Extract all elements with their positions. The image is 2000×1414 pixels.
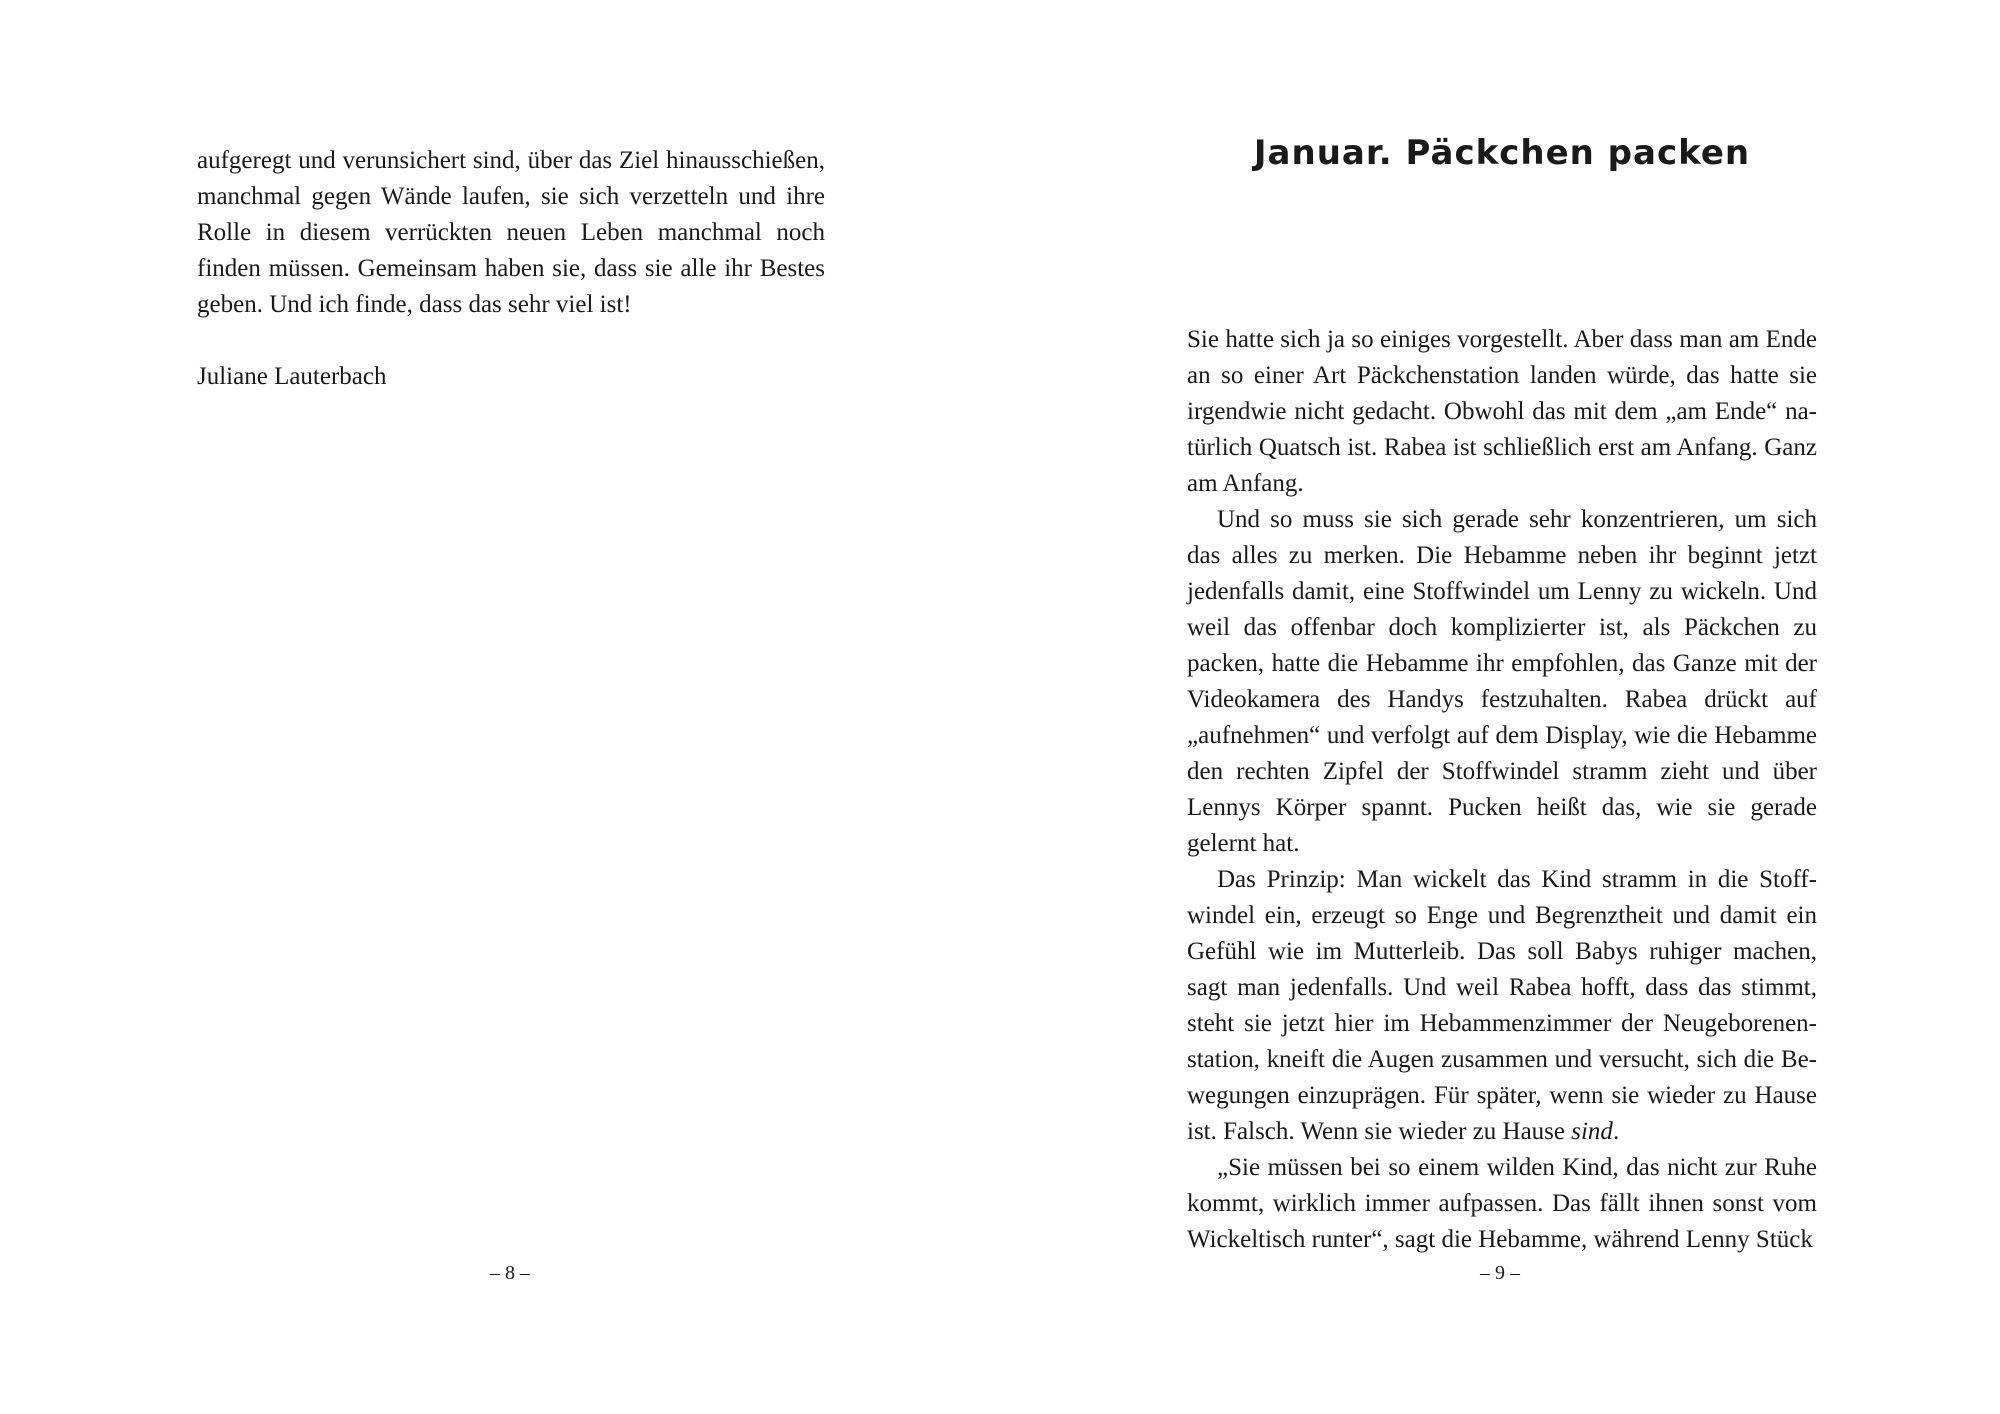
- body-paragraph-1: Sie hatte sich ja so einiges vorgestellt. Aber dass man am Ende an so einer Art Päckchenstation landen würde, das hatte sie irgendwie nicht gedacht. Obwohl das mit dem „am Ende“ natürlich Quatsch ist. Rabea ist schließlich erst am Anfang. Ganz am Anfang.: [1187, 326, 1817, 497]
- page-number-left: – 8 –: [490, 1262, 530, 1284]
- body-paragraph-3-text: Das Prinzip: Man wickelt das Kind stramm in die Stoffwindel ein, erzeugt so Enge und Begrenztheit und damit ein Gefühl wie im Mutterleib. Das soll Babys ruhiger machen, sagt man jedenfalls. Und weil Rabea hofft, dass das stimmt, steht sie jetzt hier im Hebammenzimmer der Neugeborenenstation, kneift die Augen zusammen und versucht, sich die Bewegungen einzuprägen. Für später, wenn sie wieder zu Hause ist. Falsch. Wenn sie wieder zu Hause: [1187, 866, 1817, 1145]
- emphasis-word: sind: [1571, 1118, 1613, 1145]
- body-paragraph-3: [1187, 862, 1817, 1150]
- left-paragraph: aufgeregt und verunsichert sind, über das Ziel hinausschießen, manchmal gegen Wände laufen, sie sich verzetteln und ihre Rolle in diesem verrückten neuen Leben manchmal noch finden müssen. Gemeinsam haben sie, dass sie alle ihr Bestes geben. Und ich finde, dass das sehr viel ist!: [197, 147, 825, 318]
- left-text-block: [197, 143, 825, 395]
- author-signature: Juliane Lauterbach: [197, 363, 387, 390]
- right-page: [1000, 0, 2000, 1414]
- page-number-right: – 9 –: [1480, 1262, 1520, 1284]
- chapter-title: Januar. Päckchen packen: [1253, 133, 1751, 173]
- emphasis-tail: .: [1612, 1118, 1620, 1145]
- body-paragraph-4: „Sie müssen bei so einem wilden Kind, das nicht zur Ruhe kommt, wirklich immer aufpassen. Das fällt ihnen sonst vom Wickeltisch runter“, sagt die Hebamme, während Lenny Stück: [1187, 1154, 1817, 1253]
- body-paragraph-2: Und so muss sie sich gerade sehr konzentrieren, um sich das alles zu merken. Die Hebamme neben ihr beginnt jetzt jedenfalls damit, eine Stoffwindel um Lenny zu wickeln. Und weil das offenbar doch komplizierter ist, als Päckchen zu packen, hatte die Hebamme ihr empfohlen, das Ganze mit der Videokamera des Handys festzuhalten. Rabea drückt auf „aufnehmen“ und verfolgt auf dem Display, wie die Hebamme den rechten Zipfel der Stoffwindel stramm zieht und über Lennys Körper spannt. Pucken heißt das, wie sie gerade gelernt hat.: [1187, 506, 1817, 857]
- right-text-block: [1187, 322, 1817, 1258]
